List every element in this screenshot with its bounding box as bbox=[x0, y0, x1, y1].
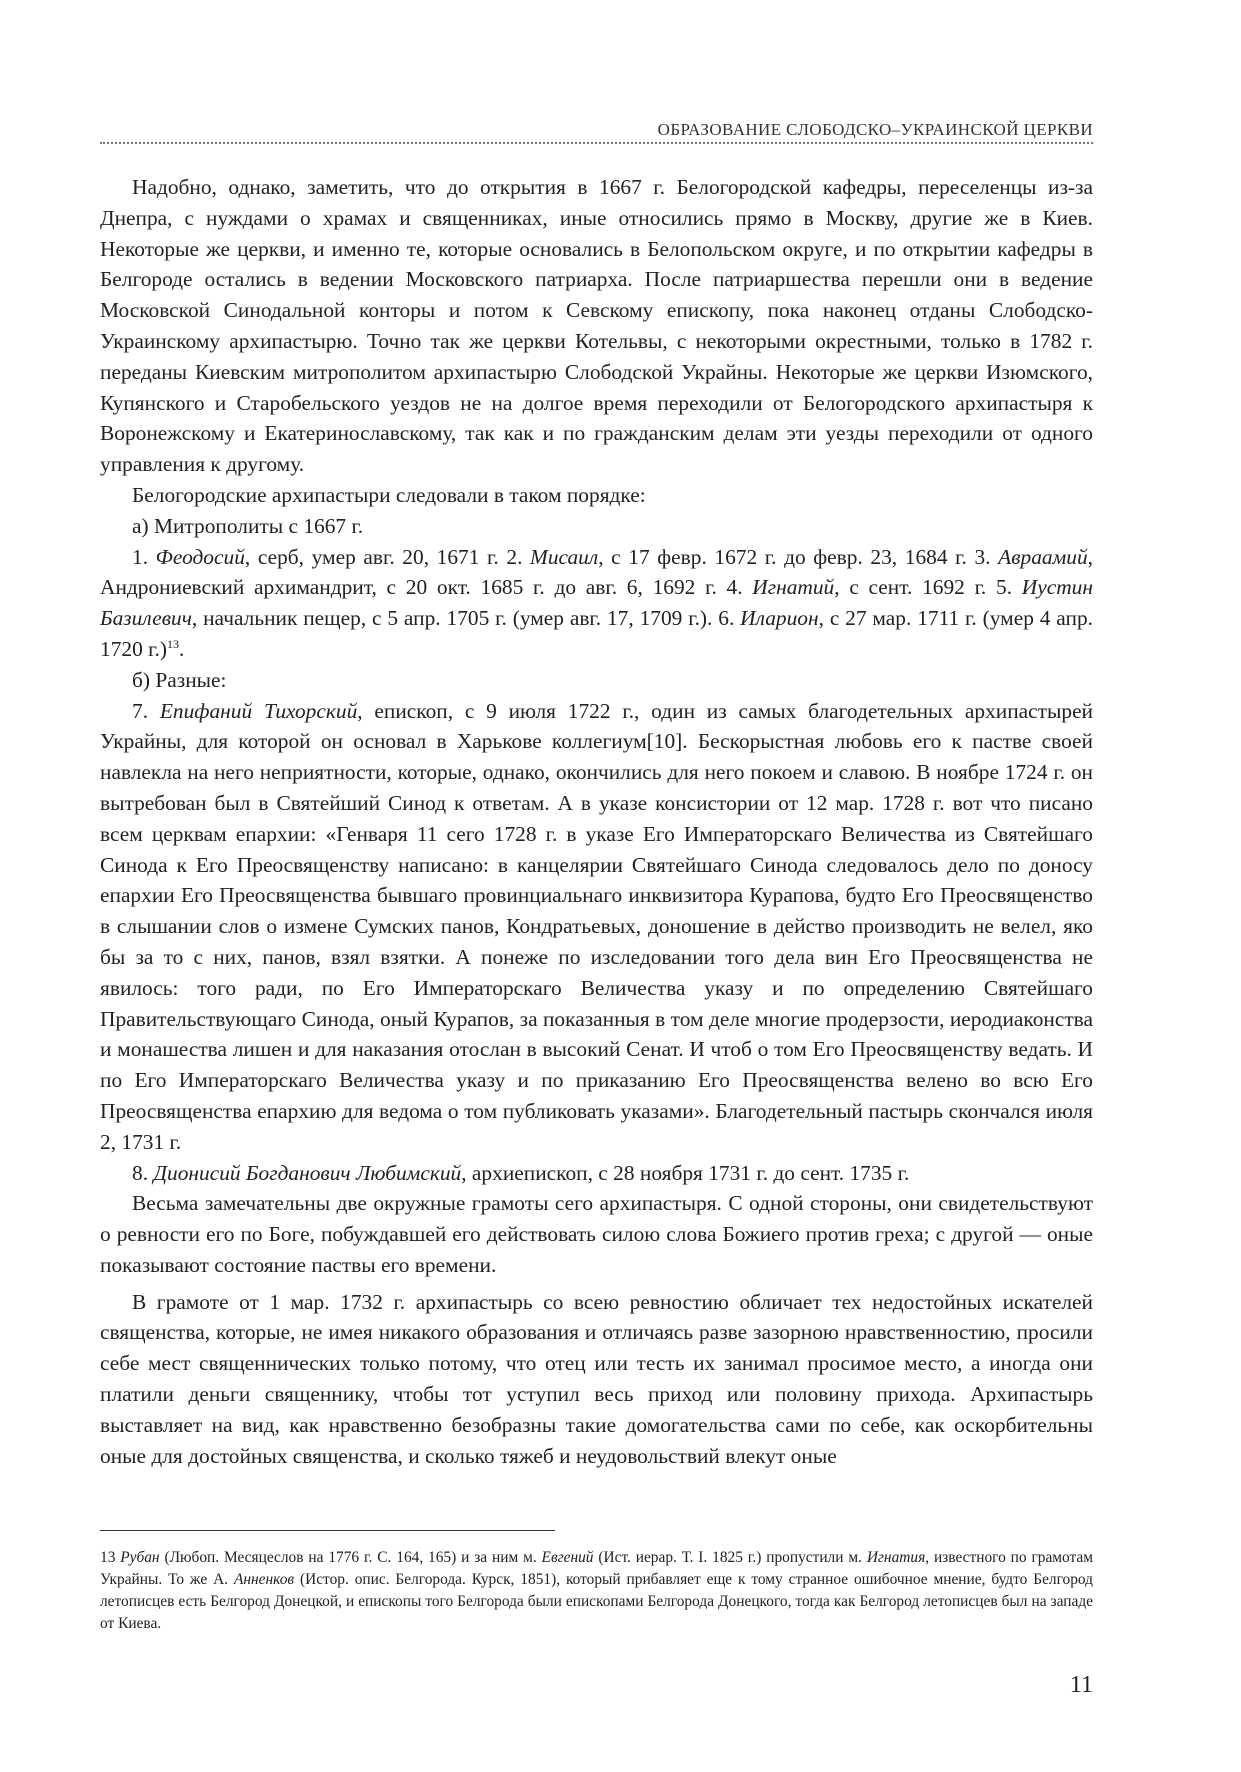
name-italic: Епифаний Тихорский bbox=[159, 698, 358, 723]
running-header-title: ОБРАЗОВАНИЕ СЛОБОДСКО–УКРАИНСКОЙ ЦЕРКВИ bbox=[657, 120, 1093, 139]
paragraph: а) Митрополиты с 1667 г. bbox=[132, 513, 364, 538]
text-run: , Андрониевский архимандрит, с 20 окт. 1685 г. до авг. 6, 1692 г. 4. bbox=[100, 544, 1093, 600]
name-italic: Феодосий bbox=[155, 544, 245, 569]
page-number: 11 bbox=[1069, 1672, 1093, 1698]
text-run: 1. bbox=[132, 544, 156, 569]
paragraph: Надобно, однако, заметить, что до открытия в 1667 г. Белогородской кафедры, переселенцы из-за Днепра, с нуждами о храмах и священниках, иные относились прямо в Москву, другие же в Киев. Некоторые же церкви, и именно те, которые основались в Белопольском округе, и по открытии кафедры в Белгороде остались в ведении Московского патриарха. После патриаршества перешли они в ведение Московской Синодальной конторы и потом к Севскому епископу, пока наконец отданы Слободско-Украинскому архипастырю. Точно так же церкви Котельвы, с некоторыми окрестными, только в 1782 г. переданы Киевским митрополитом архипастырю Слободской Украйны. Некоторые же церкви Изюмского, Купянского и Старобельского уездов не на долгое время переходили от Белогородского архипастыря к Воронежскому и Екатеринославскому, так как и по гражданским делам эти уезды переходили от одного управления к другому. bbox=[100, 175, 1093, 477]
name-italic: Иустин Базилевич bbox=[100, 575, 1093, 631]
text-run: 8. bbox=[132, 1160, 154, 1185]
text-run: , начальник пещер, с 5 апр. 1705 г. (умер авг. 17, 1709 г.). 6. bbox=[191, 606, 741, 631]
paragraph: В грамоте от 1 мар. 1732 г. архипастырь со всею ревностию обличает тех недостойных искателей священства, которые, не имея никакого образования и отличаясь разве зазорною нравственностию, просили себе мест священнических только потому, что отец или тесть их занимал просимое место, а иногда они платили деньги священнику, чтобы тот уступил весь приход или половину прихода. Архипастырь выставляет на вид, как нравственно безобразны такие домогательства сами по себе, как оскорбительны оные для достойных священства, и сколько тяжеб и неудовольствий влекут оные bbox=[100, 1289, 1093, 1468]
paragraph-metropolitans bbox=[100, 542, 1093, 665]
paragraph: б) Разные: bbox=[132, 667, 227, 692]
text-run: . bbox=[178, 636, 185, 661]
name-italic: Евгений bbox=[541, 1549, 594, 1566]
paragraph: Белогородские архипастыри следовали в таком порядке: bbox=[132, 482, 646, 507]
paragraph: Весьма замечательны две окружные грамоты сего архипастыря. С одной стороны, они свидетельствуют о ревности его по Боге, побуждавшей его действовать силою слова Божиего против греха; с другой — оные показывают состояние паствы его времени. bbox=[100, 1191, 1093, 1277]
text-run: , епископ, с 9 июля 1722 г., один из самых благодетельных архипастырей Украйны, для которой он основал в Харькове коллегиум[10]. Бескорыстная любовь его к пастве своей навлекла на него неприятности, которые, однако, окончились для него покоем и славою. В ноябре 1724 г. он вытребован был в Святейший Синод к ответам. А в указе консистории от 12 мар. 1728 г. вот что писано всем церквам епархии: «Генваря 11 сего 1728 г. в указе Его Императорскаго Величества из Святейшаго Синода к Его Преосвященству написано: в канцелярии Святейшаго Синода следовалось дело по доносу епархии Его Преосвященства бывшаго провинциальнаго инквизитора Курапова, будто Его Преосвященство в слышании слов о измене Сумских панов, Кондратьевых, доношение в действо производить не велел, яко бы за то с них, панов, взял взятки. А понеже по изследовании того дела вин Его Преосвященства не явилось: того ради, по Его Императорскаго Величества указу и по определению Святейшаго Правительствующаго Синода, оный Курапов, за показанныя в том деле многие продерзости, иеродиаконства и монашества лишен и для наказания отослан в высокий Сенат. И чтоб о том Его Преосвященству ведать. И по Его Императорскаго Величества указу и по приказанию Его Преосвященства велено во всю Его Преосвященства епархию для ведома о том публиковать указами». Благодетельный пастырь скончался июля 2, 1731 г. bbox=[100, 698, 1094, 1154]
main-text bbox=[100, 172, 1093, 1471]
name-italic: Авраамий bbox=[998, 544, 1088, 569]
text-run: 7. bbox=[132, 698, 160, 723]
name-italic: Мисаил bbox=[530, 544, 599, 569]
text-run: (Истор. опис. Белгорода. Курск, 1851), который прибавляет еще к тому странное ошибочное мнение, будто Белгород летописцев есть Белгород Донецкой, и епископы того Белгорода были епископами Белгорода Донецкого, тогда как Белгород летописцев был на западе от Киева. bbox=[100, 1571, 1093, 1632]
text-run: , серб, умер авг. 20, 1671 г. 2. bbox=[244, 544, 531, 569]
footnote-reference[interactable]: 13 bbox=[166, 636, 179, 651]
name-italic: Рубан bbox=[120, 1549, 160, 1566]
running-header bbox=[100, 120, 1093, 144]
text-run: , с 17 февр. 1672 г. до февр. 23, 1684 г. 3. bbox=[598, 544, 999, 569]
paragraph-dionisiy bbox=[100, 1158, 1093, 1189]
name-italic: Иларион bbox=[740, 606, 819, 631]
footnote-13 bbox=[100, 1547, 1093, 1635]
paragraph-epifaniy bbox=[100, 696, 1093, 1158]
text-run: 13 bbox=[100, 1549, 121, 1566]
footnote-separator bbox=[100, 1530, 555, 1531]
text-run: (Ист. иерар. Т. I. 1825 г.) пропустили м. bbox=[593, 1549, 867, 1566]
text-run: , с сент. 1692 г. 5. bbox=[834, 575, 1022, 600]
name-italic: Игнатия bbox=[866, 1549, 926, 1566]
header-dotted-rule bbox=[100, 142, 1093, 144]
text-run: , известного по грамотам Украйны. То же А. bbox=[100, 1549, 1093, 1588]
text-run: , архиепископ, с 28 ноября 1731 г. до сент. 1735 г. bbox=[461, 1160, 910, 1185]
footnote bbox=[100, 1547, 1093, 1635]
name-italic: Дионисий Богданович Любимский bbox=[153, 1160, 462, 1185]
text-run: (Любоп. Месяцеслов на 1776 г. С. 164, 165) и за ним м. bbox=[159, 1549, 542, 1566]
name-italic: Анненков bbox=[233, 1571, 295, 1588]
name-italic: Игнатий bbox=[752, 575, 835, 600]
text-run: , с 27 мар. 1711 г. (умер 4 апр. 1720 г.) bbox=[100, 606, 1094, 661]
